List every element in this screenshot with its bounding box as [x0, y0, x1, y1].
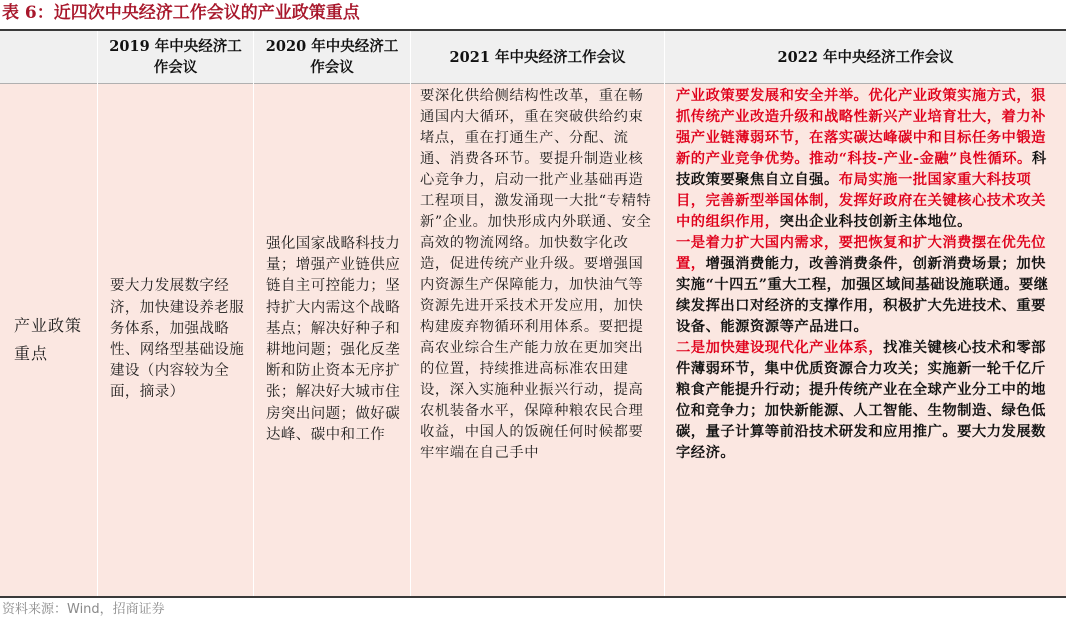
segment-red: 产业政策要发展和安全并举。优化产业政策实施方式，狠抓传统产业改造升级和战略性新兴产业培育壮大，着力补强产业链薄弱环节，在落实碳达峰碳中和目标任务中锻造新的产业竞争优势。推动“科技-产业-金融”良性循环。: [676, 88, 1046, 167]
cell-2019: [110, 84, 248, 596]
header-2019: [98, 31, 253, 83]
table-title: 表 6：近四次中央经济工作会议的产业政策重点: [2, 3, 360, 23]
cell-2019-text: 要大力发展数字经济，加快建设养老服务体系，加强战略性、网络型基础设施建设（内容较为全面，摘录）: [110, 278, 245, 401]
segment-red: 布局实施一批国家重大科技项目，完善新型举国体制，发挥好政府在关键核心技术攻关中的组织作用，: [676, 172, 1046, 230]
segment-black: 突出企业科技创新主体地位。: [779, 214, 972, 230]
header-2020: [254, 31, 410, 83]
row-label: 产业政策重点: [14, 316, 83, 363]
row-label-cell: [14, 84, 86, 596]
cell-2022-text: [676, 86, 1060, 464]
segment-black: 增强消费能力，改善消费条件，创新消费场景；加快实施“十四五”重大工程，加强区域间基础设施联通。要继续发挥出口对经济的支撑作用，积极扩大先进技术、重要设备、能源资源等产品进口。: [676, 256, 1049, 335]
header-empty: [0, 31, 97, 83]
cell-2020: [266, 84, 404, 596]
bottom-rule: [0, 596, 1066, 598]
segment-black: 找准关键核心技术和零部件薄弱环节，集中优质资源合力攻关；实施新一轮千亿斤粮食产能提升行动；提升传统产业在全球产业分工中的地位和竞争力；加快新能源、人工智能、生物制造、绿色低碳，量子计算等前沿技术研发和应用推广。要大力发展数字经济。: [676, 340, 1046, 461]
header-2019-text: 2019 年中央经济工作会议: [109, 38, 242, 76]
header-2021: [411, 31, 664, 83]
header-2022: [665, 31, 1066, 83]
cell-2020-text: 强化国家战略科技力量；增强产业链供应链自主可控能力；坚持扩大内需这个战略基点；解决好种子和耕地问题；强化反垄断和防止资本无序扩张；解决好大城市住房突出问题；做好碳达峰、碳中和工作: [266, 235, 401, 443]
column-separator: [97, 31, 98, 596]
cell-2021: [420, 84, 654, 596]
header-2021-text: 2021 年中央经济工作会议: [449, 48, 626, 66]
segment-red: 二是加快建设现代化产业体系，: [676, 340, 884, 356]
source-note: 资料来源：Wind，招商证券: [2, 602, 165, 617]
column-separator: [253, 31, 254, 596]
cell-2021-text: 要深化供给侧结构性改革，重在畅通国内大循环，重在突破供给约束堵点，重在打通生产、分配、流通、消费各环节。要提升制造业核心竞争力，启动一批产业基础再造工程项目，激发涌现一大批“专精特新”企业。加快形成内外联通、安全高效的物流网络。加快数字化改造，促进传统产业升级。要增强国内资源生产保障能力，加快油气等资源先进开采技术开发应用，加快构建废弃物循环利用体系。要把提高农业综合生产能力放在更加突出的位置，持续推进高标准农田建设，深入实施种业振兴行动，提高农机装备水平，保障种粮农民合理收益，中国人的饭碗任何时候都要牢牢端在自己手中: [420, 88, 652, 461]
segment-red: 一是着力扩大国内需求，要把恢复和扩大消费摆在优先位置，: [676, 235, 1046, 272]
segment-black: 科技政策要聚焦自立自强。: [676, 151, 1047, 188]
column-separator: [664, 31, 665, 596]
header-2022-text: 2022 年中央经济工作会议: [777, 48, 954, 66]
column-separator: [410, 31, 411, 596]
cell-2022: [676, 84, 1060, 596]
header-2020-text: 2020 年中央经济工作会议: [265, 38, 399, 76]
table-header-row: [0, 31, 1066, 83]
